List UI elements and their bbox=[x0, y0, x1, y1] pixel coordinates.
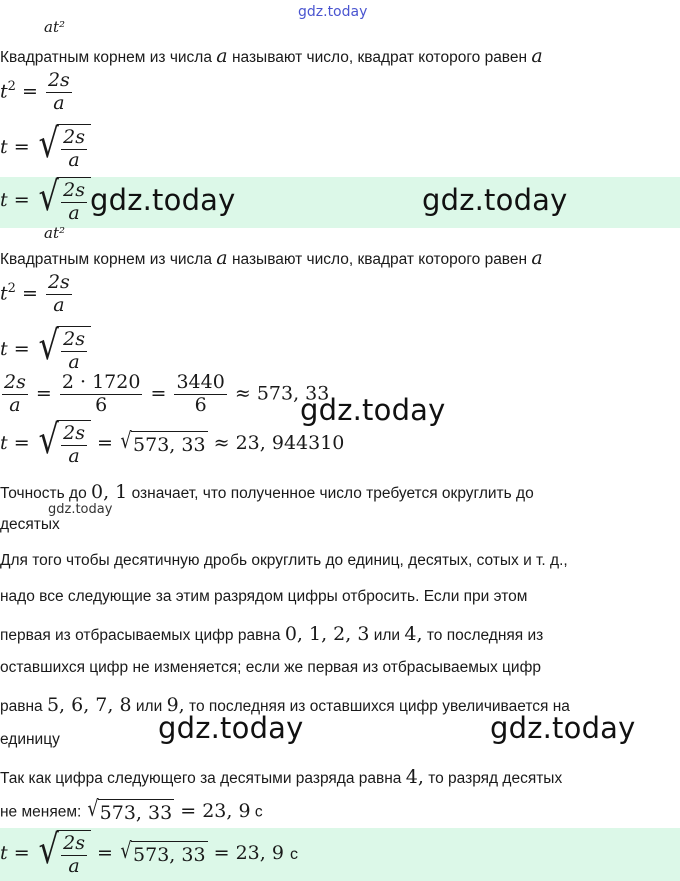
conclusion-line-2: не меняем: √ 573, 33 = 23, 9 с bbox=[0, 797, 263, 824]
watermark: gdz.today bbox=[90, 183, 236, 217]
definition-line-repeat: Квадратным корнем из числа a называют число, квадрат которого равен a bbox=[0, 247, 543, 269]
watermark: gdz.today bbox=[158, 711, 304, 745]
partial-formula-mid: at² bbox=[44, 224, 65, 242]
watermark: gdz.today bbox=[300, 393, 446, 427]
formula-t-sqrt: t = √ $\frac{2s}{a}$ bbox=[0, 124, 91, 172]
definition-line: Квадратным корнем из числа a называют число, квадрат которого равен a bbox=[0, 45, 543, 67]
rule-line-2: надо все следующие за этим разрядом цифры отбросить. Если при этом bbox=[0, 588, 528, 605]
rule-line-1: Для того чтобы десятичную дробь округлить до единиц, десятых, сотых и т. д., bbox=[0, 552, 568, 569]
formula-t-squared: $t^2$ = $\frac{2s}{a}$ bbox=[0, 69, 70, 114]
watermark: gdz.today bbox=[422, 183, 568, 217]
formula-t-value: t = √ $\frac{2s}{a}$ = √ 573, 33 ≈ 23, 944310 bbox=[0, 417, 345, 467]
formula-t-sqrt-repeat: t = √ $\frac{2s}{a}$ bbox=[0, 326, 91, 374]
precision-line-2: десятых bbox=[0, 516, 60, 533]
formula-t-sqrt-highlight: t = √ $\frac{2s}{a}$ bbox=[0, 177, 91, 225]
final-answer-formula: t = √ $\frac{2s}{a}$ = √ 573, 33 = 23, 9 с bbox=[0, 827, 298, 877]
precision-line-1: Точность до 0, 1 означает, что полученное число требуется округлить до bbox=[0, 481, 534, 503]
watermark: gdz.today bbox=[490, 711, 636, 745]
conclusion-line-1: Так как цифра следующего за десятыми разряда равна 4, то разряд десятых bbox=[0, 766, 563, 788]
watermark-top: gdz.today bbox=[298, 4, 368, 20]
formula-calculation: $\frac{2s}{a}$ = $\frac{2 \cdot 1720}{6}$ = $\frac{3440}{6}$ ≈ 573, 33 bbox=[4, 371, 330, 416]
formula-t-squared-repeat: $t^2$ = $\frac{2s}{a}$ bbox=[0, 271, 70, 316]
partial-formula-top: at² bbox=[44, 18, 65, 36]
watermark-small: gdz.today bbox=[48, 502, 113, 517]
rule-line-4: оставшихся цифр не изменяется; если же первая из отбрасываемых цифр bbox=[0, 659, 541, 676]
rule-line-5: равна 5, 6, 7, 8 или 9, то последняя из оставшихся цифр увеличивается на bbox=[0, 694, 570, 716]
rule-line-3: первая из отбрасываемых цифр равна 0, 1, 2, 3 или 4, то последняя из bbox=[0, 623, 544, 645]
rule-line-6: единицу bbox=[0, 731, 60, 748]
